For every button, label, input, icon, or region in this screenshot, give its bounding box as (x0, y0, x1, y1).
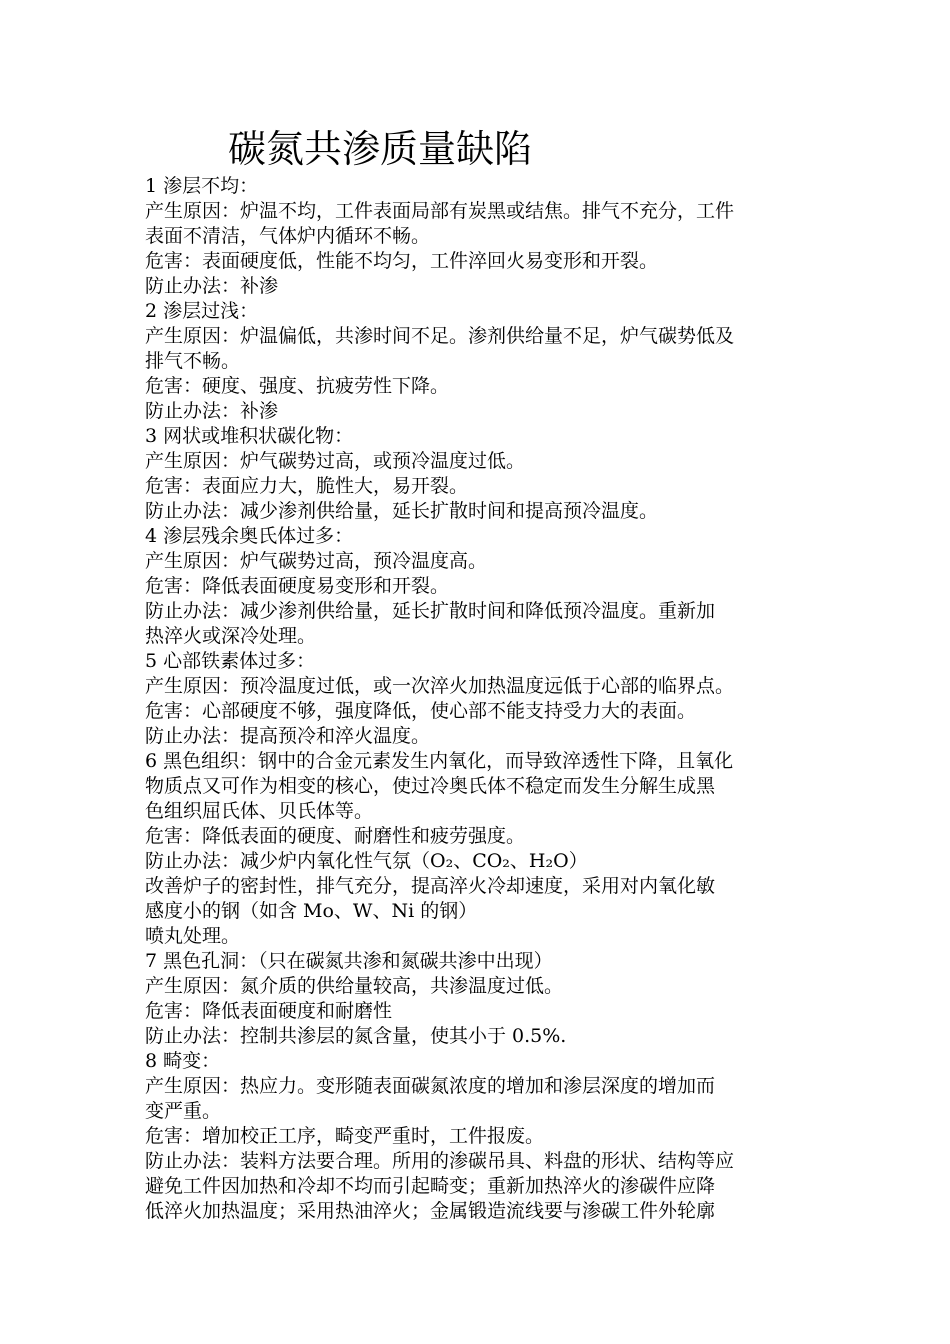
text-line: 防止办法：补渗 (145, 275, 279, 297)
text-line: 物质点又可作为相变的核心，使过冷奥氏体不稳定而发生分解生成黑 (145, 775, 716, 797)
text-line: 1 渗层不均： (145, 175, 259, 197)
text-line: 危害：降低表面硬度易变形和开裂。 (145, 575, 450, 597)
text-line: 低淬火加热温度；采用热油淬火；金属锻造流线要与渗碳工件外轮廓 (145, 1200, 716, 1222)
text-line: 危害：增加校正工序，畸变严重时，工件报废。 (145, 1125, 545, 1147)
text-line: 防止办法：减少渗剂供给量，延长扩散时间和降低预冷温度。重新加 (145, 600, 716, 622)
text-line: 产生原因：炉温不均，工件表面局部有炭黑或结焦。排气不充分，工件 (145, 200, 735, 222)
text-line: 防止办法：控制共渗层的氮含量，使其小于 0.5%. (145, 1025, 567, 1047)
text-line: 感度小的钢（如含 Mo、W、Ni 的钢） (145, 900, 478, 922)
text-line: 危害：降低表面硬度和耐磨性 (145, 1000, 393, 1022)
text-line: 热淬火或深冷处理。 (145, 625, 317, 647)
text-line: 防止办法：提高预冷和淬火温度。 (145, 725, 431, 747)
text-line: 危害：心部硬度不够，强度降低，使心部不能支持受力大的表面。 (145, 700, 697, 722)
document-title: 碳氮共渗质量缺陷 (228, 127, 533, 171)
text-line: 改善炉子的密封性，排气充分，提高淬火冷却速度，采用对内氧化敏 (145, 875, 716, 897)
text-line: 危害：表面应力大，脆性大，易开裂。 (145, 475, 469, 497)
text-line: 危害：表面硬度低，性能不均匀，工件淬回火易变形和开裂。 (145, 250, 659, 272)
text-line: 避免工件因加热和冷却不均而引起畸变；重新加热淬火的渗碳件应降 (145, 1175, 716, 1197)
text-line: 变严重。 (145, 1100, 222, 1122)
text-line: 7 黑色孔洞：（只在碳氮共渗和氮碳共渗中出现） (145, 950, 553, 972)
text-line: 色组织屈氏体、贝氏体等。 (145, 800, 374, 822)
text-line: 4 渗层残余奥氏体过多： (145, 525, 354, 547)
text-line: 8 畸变： (145, 1050, 221, 1072)
text-line: 表面不清洁，气体炉内循环不畅。 (145, 225, 431, 247)
text-line: 防止办法：补渗 (145, 400, 279, 422)
document-body (145, 174, 817, 1224)
text-line: 5 心部铁素体过多： (145, 650, 316, 672)
text-line: 产生原因：炉温偏低，共渗时间不足。渗剂供给量不足，炉气碳势低及 (145, 325, 735, 347)
text-line: 产生原因：炉气碳势过高，预冷温度高。 (145, 550, 488, 572)
text-line: 产生原因：热应力。变形随表面碳氮浓度的增加和渗层深度的增加而 (145, 1075, 716, 1097)
text-line: 防止办法：减少渗剂供给量，延长扩散时间和提高预冷温度。 (145, 500, 659, 522)
text-line: 3 网状或堆积状碳化物： (145, 425, 354, 447)
text-line: 6 黑色组织：钢中的合金元素发生内氧化，而导致淬透性下降，且氧化 (145, 750, 734, 772)
text-line: 2 渗层过浅： (145, 300, 259, 322)
text-line: 防止办法：减少炉内氧化性气氛（O₂、CO₂、H₂O） (145, 850, 588, 872)
text-line: 防止办法：装料方法要合理。所用的渗碳吊具、料盘的形状、结构等应 (145, 1150, 735, 1172)
text-line: 产生原因：氮介质的供给量较高，共渗温度过低。 (145, 975, 564, 997)
text-line: 危害：硬度、强度、抗疲劳性下降。 (145, 375, 450, 397)
text-line: 排气不畅。 (145, 350, 241, 372)
text-line: 产生原因：炉气碳势过高，或预冷温度过低。 (145, 450, 526, 472)
text-line: 危害：降低表面的硬度、耐磨性和疲劳强度。 (145, 825, 526, 847)
text-line: 产生原因：预冷温度过低，或一次淬火加热温度远低于心部的临界点。 (145, 675, 735, 697)
text-line: 喷丸处理。 (145, 925, 241, 947)
